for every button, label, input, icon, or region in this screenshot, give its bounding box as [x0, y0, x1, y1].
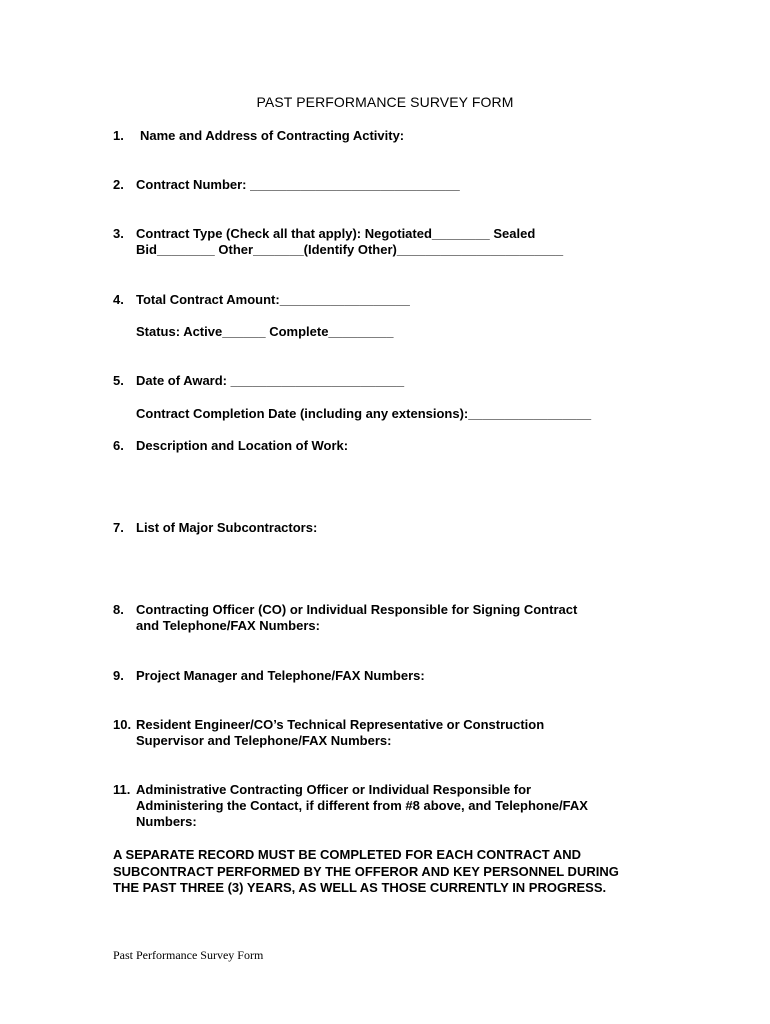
separate-record-notice: A SEPARATE RECORD MUST BE COMPLETED FOR EACH CONTRACT AND SUBCONTRACT PERFORMED BY THE OFFEROR AND KEY PERSONNEL DURING THE PAST THREE (3) YEARS, AS WELL AS THOSE CURRENTLY IN PROGRESS. [113, 847, 619, 896]
contracting-officer-line2: and Telephone/FAX Numbers: [136, 618, 320, 633]
resident-engineer-line2: Supervisor and Telephone/FAX Numbers: [136, 733, 392, 748]
item-3 [113, 225, 535, 242]
page-title: PAST PERFORMANCE SURVEY FORM [256, 94, 514, 110]
item-1-label: Name and Address of Contracting Activity: [140, 128, 405, 143]
item-number: 8. [113, 602, 124, 617]
item-number: 2. [113, 177, 124, 192]
item-11 [113, 781, 531, 798]
total-contract-amount-field[interactable]: Total Contract Amount:__________________ [136, 292, 410, 307]
major-subcontractors-label: List of Major Subcontractors: [136, 520, 318, 535]
completion-date-field[interactable]: Contract Completion Date (including any extensions):_________________ [136, 406, 592, 421]
item-8 [113, 601, 577, 618]
item-4 [113, 291, 410, 308]
item-number: 4. [113, 292, 124, 307]
item-7 [113, 519, 317, 536]
item-number: 11. [113, 782, 131, 797]
project-manager-label: Project Manager and Telephone/FAX Numbers: [136, 668, 425, 683]
page-footer: Past Performance Survey Form [113, 948, 264, 962]
item-number: 10. [113, 717, 132, 732]
item-10 [113, 716, 544, 733]
item-number: 9. [113, 668, 124, 683]
status-field[interactable]: Status: Active______ Complete_________ [136, 324, 394, 339]
contract-number-field[interactable]: Contract Number: _____________________________ [136, 177, 460, 192]
item-number: 5. [113, 373, 124, 388]
aco-line1: Administrative Contracting Officer or Individual Responsible for [136, 782, 532, 797]
aco-line2: Administering the Contact, if different from #8 above, and Telephone/FAX [136, 798, 588, 813]
item-number: 6. [113, 438, 124, 453]
item-6 [113, 437, 348, 454]
contract-type-line2[interactable]: Bid________ Other_______(Identify Other)_______________________ [136, 242, 564, 257]
item-5 [113, 372, 404, 389]
resident-engineer-line1: Resident Engineer/CO’s Technical Representative or Construction [136, 717, 545, 732]
item-9 [113, 667, 425, 684]
item-number: 7. [113, 520, 124, 535]
item-number: 1. [113, 128, 124, 143]
aco-line3: Numbers: [136, 814, 197, 829]
description-location-label: Description and Location of Work: [136, 438, 349, 453]
date-of-award-field[interactable]: Date of Award: ________________________ [136, 373, 405, 388]
item-1 [113, 127, 404, 144]
contracting-officer-line1: Contracting Officer (CO) or Individual Responsible for Signing Contract [136, 602, 578, 617]
contract-type-line1[interactable]: Contract Type (Check all that apply): Negotiated________ Sealed [136, 226, 536, 241]
item-number: 3. [113, 226, 124, 241]
item-2 [113, 176, 460, 193]
